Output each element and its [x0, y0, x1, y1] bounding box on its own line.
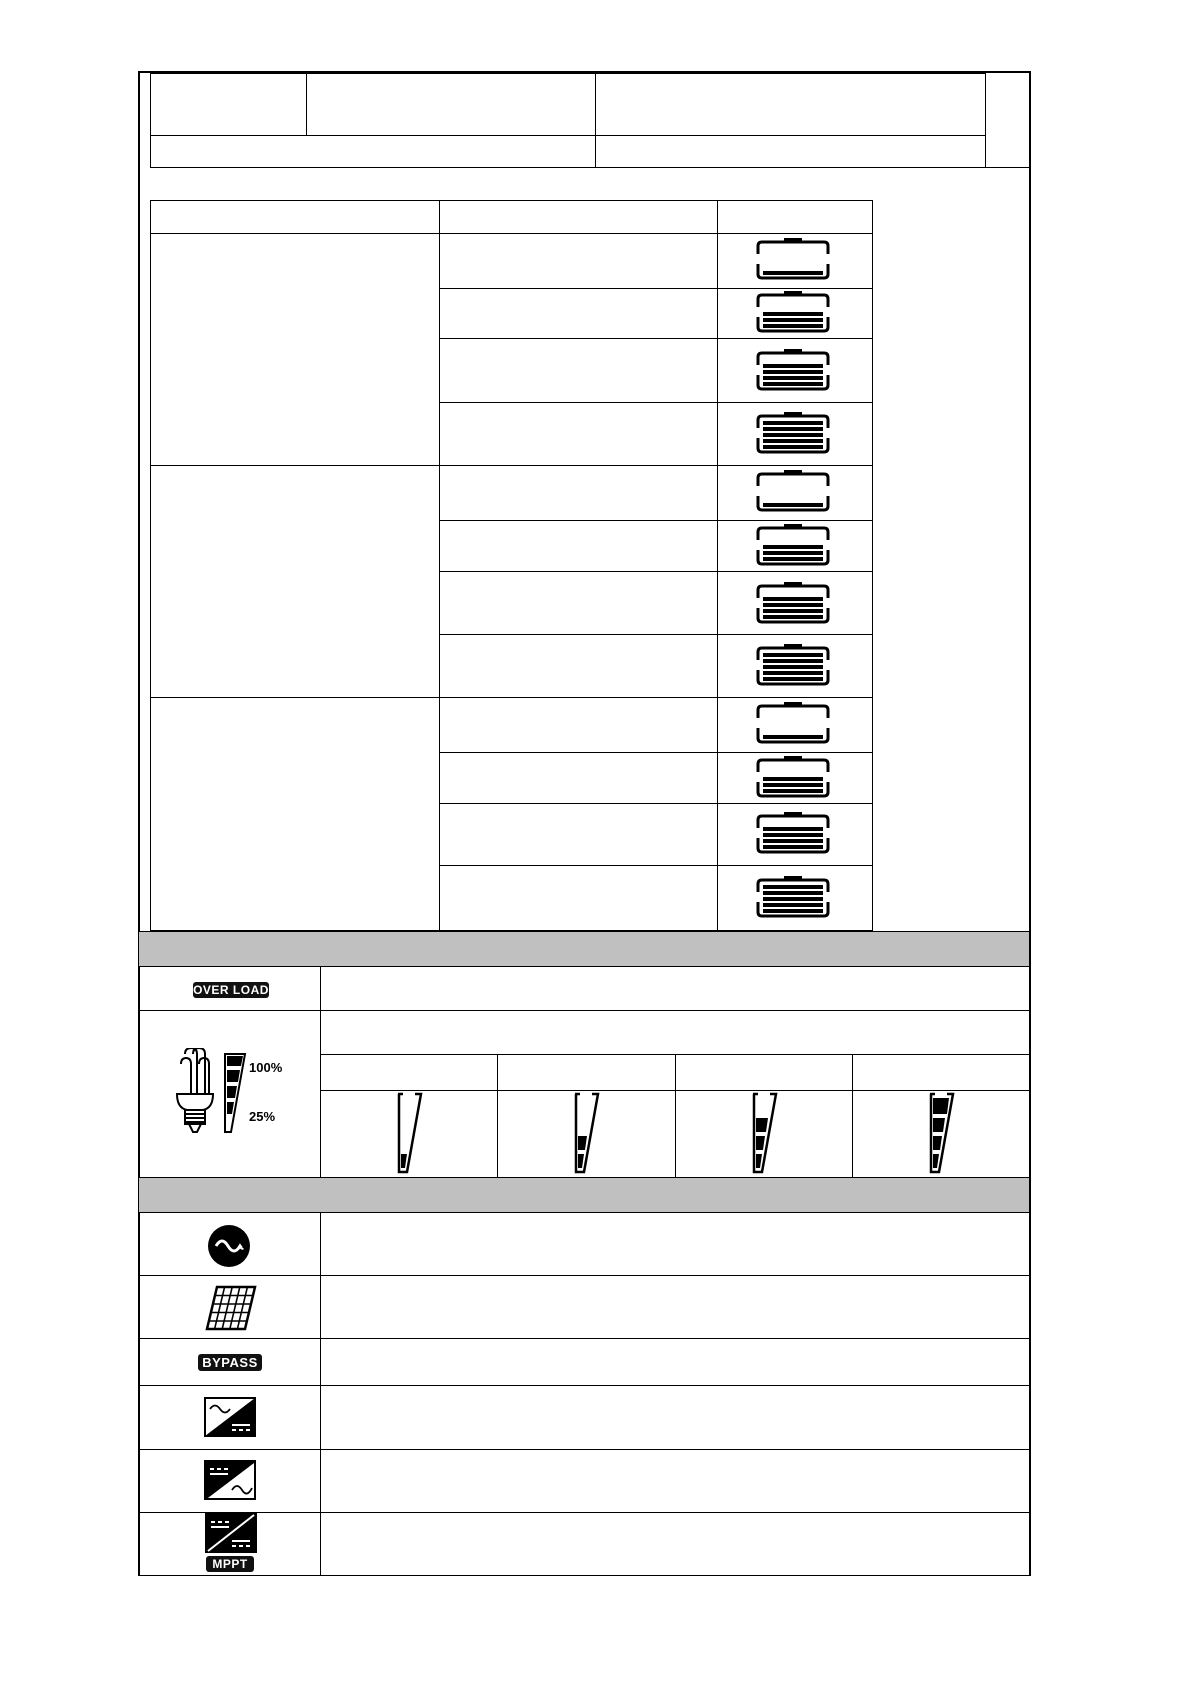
battery-icon-level-4 [756, 876, 830, 918]
section-header-mode [139, 1178, 1029, 1212]
battery-icon-level-1 [756, 702, 830, 744]
solar-pv-icon [205, 1285, 257, 1331]
load-pct-low: 25% [249, 1109, 276, 1124]
load-indicator-1 [395, 1092, 423, 1174]
ac-input-icon [207, 1224, 251, 1268]
bypass-badge: BYPASS [198, 1354, 262, 1371]
battery-icon-level-3 [756, 812, 830, 854]
load-bulb-icon [173, 1048, 217, 1138]
battery-icon-level-2 [756, 756, 830, 798]
battery-icon-level-1 [756, 238, 830, 280]
battery-icon-level-3 [756, 349, 830, 391]
section-header-load [139, 932, 1029, 966]
battery-icon-level-3 [756, 582, 830, 624]
battery-icon-level-1 [756, 470, 830, 512]
load-pct-high: 100% [249, 1060, 283, 1075]
battery-icon-level-4 [756, 644, 830, 686]
load-indicator-4 [927, 1092, 955, 1174]
ac-to-dc-icon [204, 1397, 256, 1437]
load-scale-icon [223, 1052, 247, 1134]
dc-to-ac-icon [204, 1460, 256, 1500]
mppt-badge: MPPT [206, 1556, 254, 1572]
overload-badge: OVER LOAD [193, 983, 269, 997]
load-indicator-3 [750, 1092, 778, 1174]
battery-icon-level-2 [756, 524, 830, 566]
battery-icon-level-4 [756, 412, 830, 454]
battery-icon-level-2 [756, 291, 830, 333]
load-indicator-2 [572, 1092, 600, 1174]
